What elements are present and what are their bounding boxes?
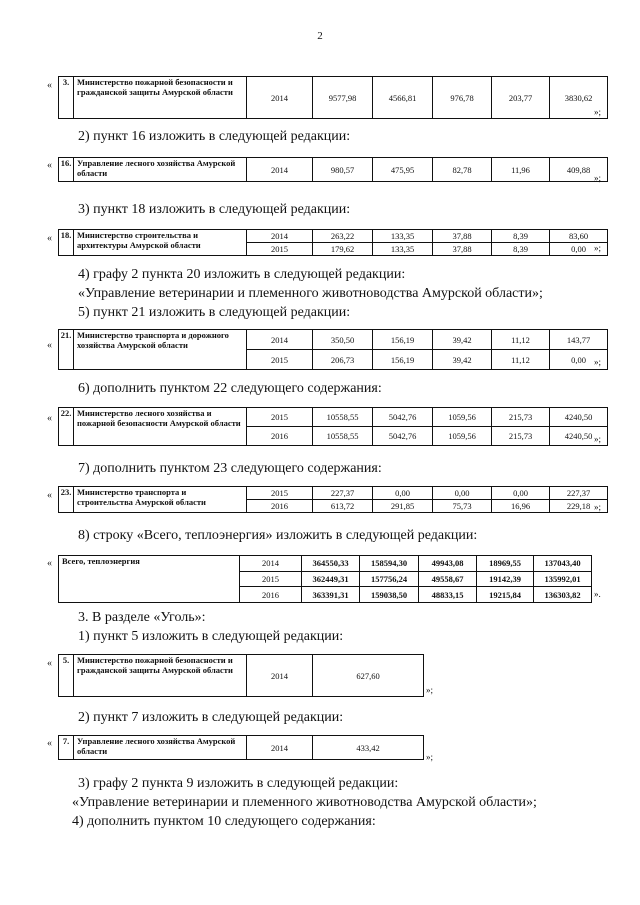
value-cell: 8,39 bbox=[492, 243, 550, 256]
value-cell: 0,00 bbox=[550, 243, 608, 256]
table-item-18 bbox=[58, 229, 608, 256]
value-cell: 1059,56 bbox=[433, 408, 492, 427]
year-cell: 2014 bbox=[247, 77, 313, 119]
value-cell: 3830,62 bbox=[550, 77, 608, 119]
closing-mark: »; bbox=[426, 685, 434, 695]
table-item-23 bbox=[58, 486, 608, 513]
organization-name: Министерство транспорта и дорожного хозяйства Амурской области bbox=[74, 330, 247, 370]
year-cell: 2014 bbox=[247, 736, 313, 760]
value-cell: 976,78 bbox=[433, 77, 492, 119]
row-number: 5. bbox=[59, 655, 74, 697]
paragraph: 4) дополнить пунктом 10 следующего содержания: bbox=[72, 814, 376, 829]
paragraph: 3) графу 2 пункта 9 изложить в следующей редакции: bbox=[78, 776, 399, 791]
paragraph: 2) пункт 7 изложить в следующей редакции: bbox=[78, 710, 344, 725]
value-cell: 215,73 bbox=[492, 408, 550, 427]
paragraph: 6) дополнить пунктом 22 следующего содержания: bbox=[78, 381, 382, 396]
value-cell: 49558,67 bbox=[419, 571, 477, 587]
paragraph: 3) пункт 18 изложить в следующей редакции: bbox=[78, 202, 351, 217]
year-cell: 2014 bbox=[247, 158, 313, 182]
organization-name: Министерство строительства и архитектуры Амурской области bbox=[74, 230, 247, 256]
year-cell: 2014 bbox=[247, 330, 313, 350]
open-quote: « bbox=[47, 413, 52, 424]
value-cell: 5042,76 bbox=[373, 408, 433, 427]
paragraph: 1) пункт 5 изложить в следующей редакции: bbox=[78, 629, 344, 644]
value-cell: 133,35 bbox=[373, 243, 433, 256]
value-cell: 409,88 bbox=[550, 158, 608, 182]
value-cell: 203,77 bbox=[492, 77, 550, 119]
open-quote: « bbox=[47, 558, 52, 569]
value-cell: 19215,84 bbox=[477, 587, 534, 603]
value-cell: 475,95 bbox=[373, 158, 433, 182]
page-number: 2 bbox=[317, 30, 323, 42]
open-quote: « bbox=[47, 738, 52, 749]
organization-name: Управление лесного хозяйства Амурской области bbox=[74, 736, 247, 760]
table-item-16 bbox=[58, 157, 608, 182]
value-cell: 136303,82 bbox=[534, 587, 592, 603]
value-cell: 613,72 bbox=[313, 500, 373, 513]
organization-name: Управление лесного хозяйства Амурской области bbox=[74, 158, 247, 182]
value-cell: 0,00 bbox=[373, 487, 433, 500]
value-cell: 156,19 bbox=[373, 350, 433, 370]
organization-name: Министерство лесного хозяйства и пожарной безопасности Амурской области bbox=[74, 408, 247, 446]
value-cell: 5042,76 bbox=[373, 427, 433, 446]
year-cell: 2015 bbox=[247, 350, 313, 370]
value-cell: 11,12 bbox=[492, 330, 550, 350]
value-cell: 0,00 bbox=[550, 350, 608, 370]
value-cell: 82,78 bbox=[433, 158, 492, 182]
value-cell: 137043,40 bbox=[534, 556, 592, 572]
closing-mark: »; bbox=[594, 173, 602, 183]
value-cell: 158594,30 bbox=[360, 556, 419, 572]
table-coal-item-7 bbox=[58, 735, 424, 760]
value-cell: 263,22 bbox=[313, 230, 373, 243]
closing-mark: »; bbox=[594, 107, 602, 117]
value-cell: 37,88 bbox=[433, 243, 492, 256]
paragraph: 8) строку «Всего, теплоэнергия» изложить в следующей редакции: bbox=[78, 528, 478, 543]
year-cell: 2015 bbox=[247, 408, 313, 427]
organization-name: Министерство пожарной безопасности и гражданской защиты Амурской области bbox=[74, 655, 247, 697]
value-cell: 0,00 bbox=[492, 487, 550, 500]
year-cell: 2016 bbox=[247, 427, 313, 446]
closing-mark: »; bbox=[426, 752, 434, 762]
closing-mark: »; bbox=[594, 243, 602, 253]
value-cell: 215,73 bbox=[492, 427, 550, 446]
paragraph: 5) пункт 21 изложить в следующей редакции: bbox=[78, 305, 351, 320]
value-cell: 10558,55 bbox=[313, 408, 373, 427]
table-total-heat bbox=[58, 555, 592, 603]
open-quote: « bbox=[47, 233, 52, 244]
value-cell: 135992,01 bbox=[534, 571, 592, 587]
year-cell: 2016 bbox=[247, 500, 313, 513]
value-cell: 39,42 bbox=[433, 330, 492, 350]
value-cell: 980,57 bbox=[313, 158, 373, 182]
value-cell: 133,35 bbox=[373, 230, 433, 243]
value-cell: 16,96 bbox=[492, 500, 550, 513]
value-cell: 83,60 bbox=[550, 230, 608, 243]
closing-mark: »; bbox=[594, 357, 602, 367]
value-cell: 206,73 bbox=[313, 350, 373, 370]
value-cell: 4566,81 bbox=[373, 77, 433, 119]
row-number: 23. bbox=[59, 487, 74, 513]
table-item-22 bbox=[58, 407, 608, 446]
total-label: Всего, теплоэнергия bbox=[59, 556, 240, 603]
open-quote: « bbox=[47, 80, 52, 91]
value-cell: 291,85 bbox=[373, 500, 433, 513]
value-cell: 18969,55 bbox=[477, 556, 534, 572]
year-cell: 2014 bbox=[247, 655, 313, 697]
value-cell: 49943,08 bbox=[419, 556, 477, 572]
value-cell: 157756,24 bbox=[360, 571, 419, 587]
value-cell: 4240,50 bbox=[550, 427, 608, 446]
value-cell: 4240,50 bbox=[550, 408, 608, 427]
value-cell: 1059,56 bbox=[433, 427, 492, 446]
value-cell: 227,37 bbox=[550, 487, 608, 500]
value-cell: 433,42 bbox=[313, 736, 424, 760]
value-cell: 48833,15 bbox=[419, 587, 477, 603]
value-cell: 8,39 bbox=[492, 230, 550, 243]
value-cell: 10558,55 bbox=[313, 427, 373, 446]
organization-name: Министерство транспорта и строительства Амурской области bbox=[74, 487, 247, 513]
year-cell: 2015 bbox=[247, 243, 313, 256]
value-cell: 37,88 bbox=[433, 230, 492, 243]
closing-mark: ». bbox=[594, 589, 601, 599]
year-cell: 2014 bbox=[247, 230, 313, 243]
value-cell: 159038,50 bbox=[360, 587, 419, 603]
section-heading: 3. В разделе «Уголь»: bbox=[78, 610, 206, 625]
value-cell: 364550,33 bbox=[302, 556, 360, 572]
closing-mark: »; bbox=[594, 502, 602, 512]
year-cell: 2015 bbox=[247, 487, 313, 500]
value-cell: 627,60 bbox=[313, 655, 424, 697]
paragraph: «Управление ветеринарии и племенного животноводства Амурской области»; bbox=[78, 286, 543, 301]
row-number: 7. bbox=[59, 736, 74, 760]
year-cell: 2016 bbox=[240, 587, 302, 603]
paragraph: «Управление ветеринарии и племенного животноводства Амурской области»; bbox=[72, 795, 537, 810]
table-coal-item-5 bbox=[58, 654, 424, 697]
value-cell: 75,73 bbox=[433, 500, 492, 513]
year-cell: 2015 bbox=[240, 571, 302, 587]
value-cell: 9577,98 bbox=[313, 77, 373, 119]
row-number: 18. bbox=[59, 230, 74, 256]
value-cell: 350,50 bbox=[313, 330, 373, 350]
year-cell: 2014 bbox=[240, 556, 302, 572]
value-cell: 143,77 bbox=[550, 330, 608, 350]
value-cell: 363391,31 bbox=[302, 587, 360, 603]
table-item-21 bbox=[58, 329, 608, 370]
value-cell: 19142,39 bbox=[477, 571, 534, 587]
closing-mark: »; bbox=[594, 434, 602, 444]
table-item-3 bbox=[58, 76, 608, 119]
value-cell: 0,00 bbox=[433, 487, 492, 500]
row-number: 21. bbox=[59, 330, 74, 370]
open-quote: « bbox=[47, 340, 52, 351]
value-cell: 11,12 bbox=[492, 350, 550, 370]
paragraph: 7) дополнить пунктом 23 следующего содержания: bbox=[78, 461, 382, 476]
paragraph: 2) пункт 16 изложить в следующей редакции: bbox=[78, 129, 351, 144]
value-cell: 362449,31 bbox=[302, 571, 360, 587]
open-quote: « bbox=[47, 658, 52, 669]
value-cell: 11,96 bbox=[492, 158, 550, 182]
paragraph: 4) графу 2 пункта 20 изложить в следующей редакции: bbox=[78, 267, 406, 282]
value-cell: 156,19 bbox=[373, 330, 433, 350]
row-number: 3. bbox=[59, 77, 74, 119]
value-cell: 229,18 bbox=[550, 500, 608, 513]
row-number: 22. bbox=[59, 408, 74, 446]
row-number: 16. bbox=[59, 158, 74, 182]
open-quote: « bbox=[47, 160, 52, 171]
organization-name: Министерство пожарной безопасности и гражданской защиты Амурской области bbox=[74, 77, 247, 119]
open-quote: « bbox=[47, 490, 52, 501]
value-cell: 39,42 bbox=[433, 350, 492, 370]
value-cell: 227,37 bbox=[313, 487, 373, 500]
value-cell: 179,62 bbox=[313, 243, 373, 256]
